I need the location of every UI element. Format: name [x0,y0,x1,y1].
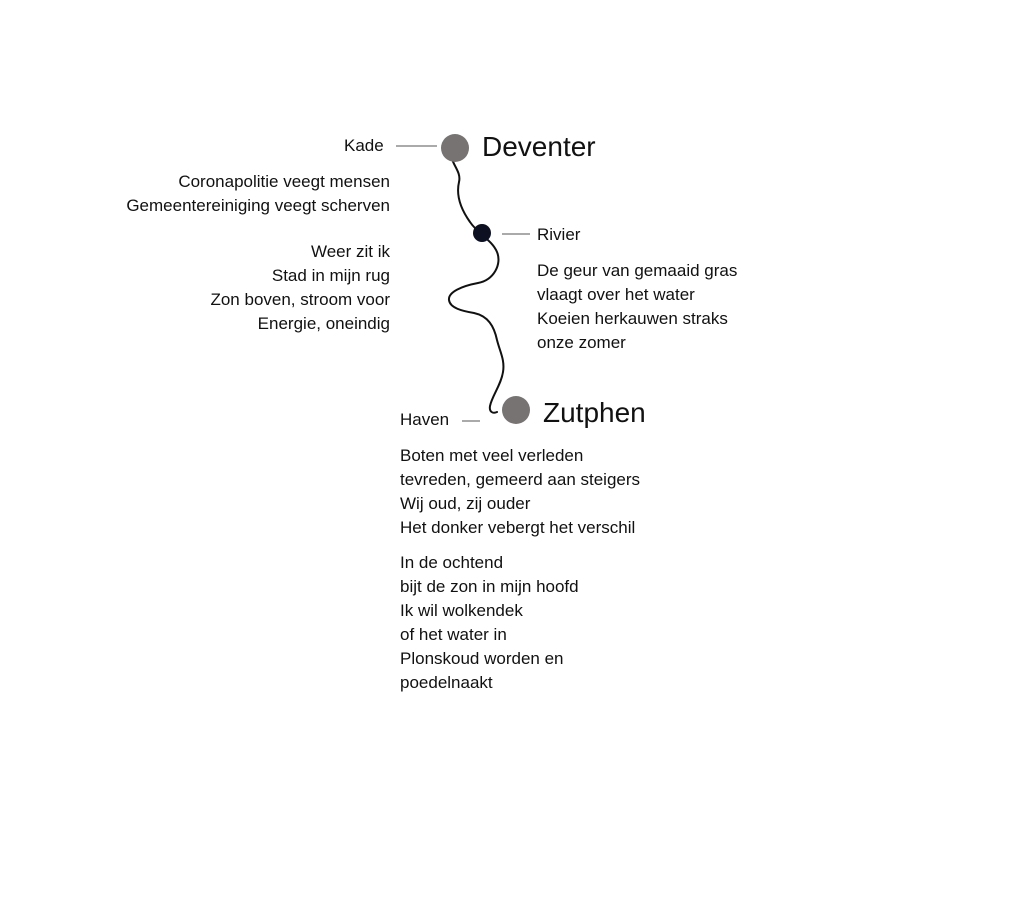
kade-stanza-1 [126,170,390,218]
poem-line: Weer zit ik [310,242,390,261]
poem-line: Wij oud, zij ouder [400,494,531,513]
kade-stanza-2 [210,240,390,336]
poem-line: Koeien herkauwen straks [537,309,728,328]
haven-stanza-1 [400,444,640,540]
poem-line: De geur van gemaaid gras [537,261,738,280]
deventer-title: Deventer [482,131,596,162]
rivier-dot [473,224,491,242]
poem-line: Ik wil wolkendek [400,601,523,620]
poem-line: bijt de zon in mijn hoofd [400,577,579,596]
deventer-dot [441,134,469,162]
poem-line: vlaagt over het water [537,285,695,304]
poem-line: In de ochtend [400,553,504,572]
haven-label: Haven [400,410,450,429]
rivier-stanza [537,259,737,355]
poem-line: Zon boven, stroom voor [210,290,390,309]
poem-line: onze zomer [537,333,626,352]
poem-line: poedelnaakt [400,673,493,692]
poem-line: Stad in mijn rug [271,266,390,285]
zutphen-title: Zutphen [543,397,646,428]
rivier-label: Rivier [537,225,581,244]
poem-line: Boten met veel verleden [400,446,584,465]
zutphen-dot [502,396,530,424]
poem-line: tevreden, gemeerd aan steigers [400,470,641,489]
haven-stanza-2 [400,551,579,695]
poem-line: Energie, oneindig [257,314,390,333]
poem-line: Plonskoud worden en [400,649,564,668]
kade-label: Kade [344,136,384,155]
river-line [449,150,504,413]
poem-line: Het donker vebergt het verschil [400,518,636,537]
poem-line: Gemeentereiniging veegt scherven [126,196,390,215]
poem-line: of het water in [400,625,507,644]
poem-line: Coronapolitie veegt mensen [178,172,390,191]
